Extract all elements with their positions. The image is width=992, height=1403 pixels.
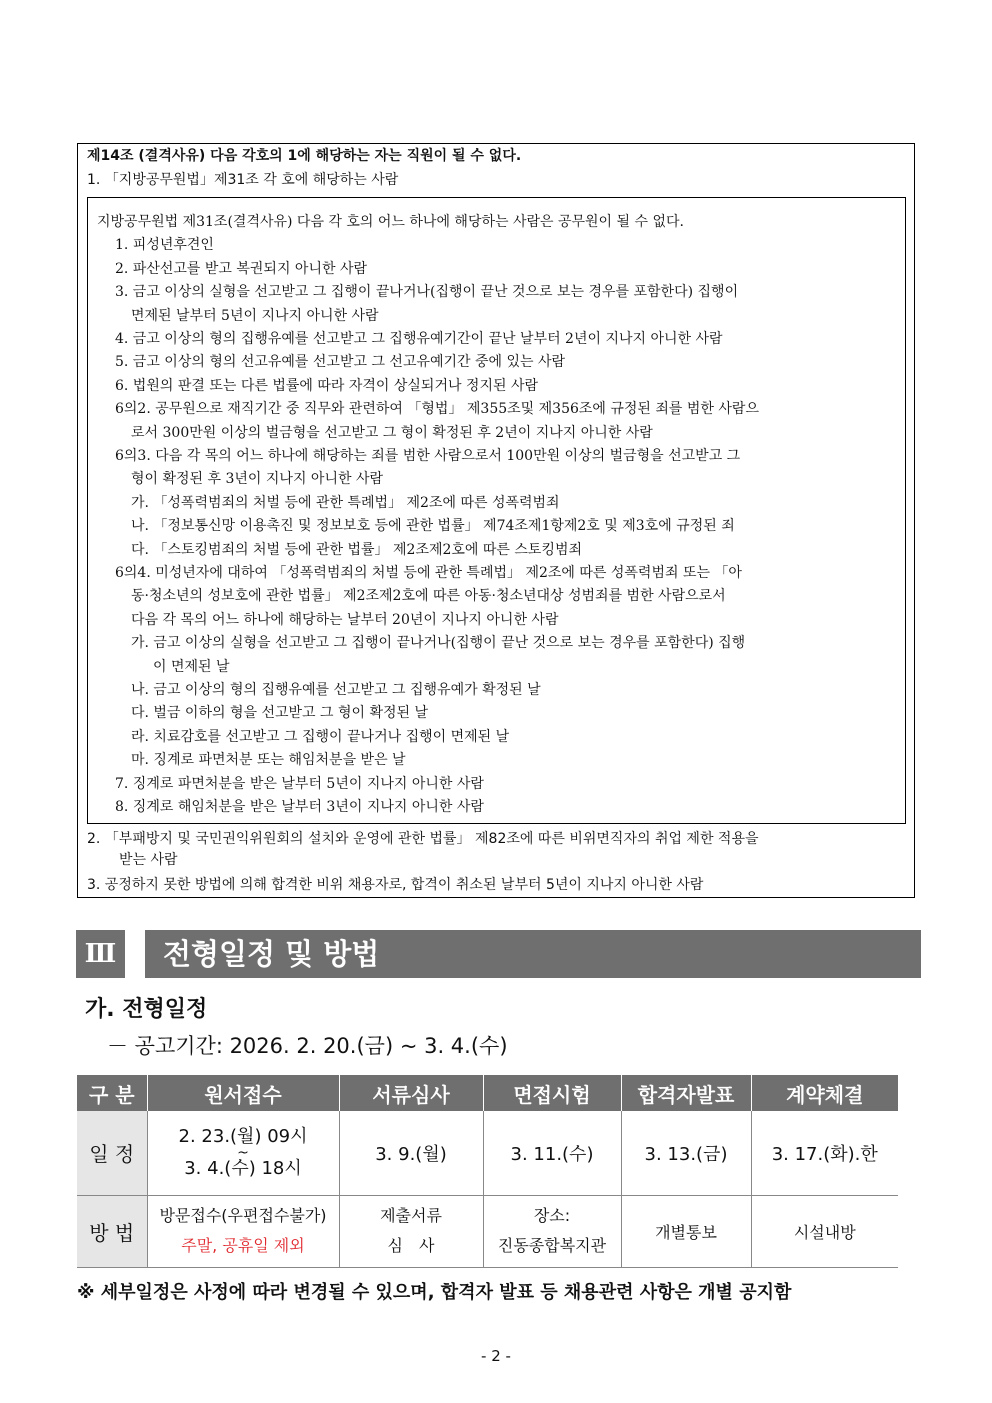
law-line: 1. 피성년후견인 xyxy=(115,237,214,254)
row-label-method: 방 법 xyxy=(77,1195,147,1267)
cell-interview-schedule: 3. 11.(수) xyxy=(483,1111,621,1195)
article-item-2: 2. 「부패방지 및 국민권익위원회의 설치와 운영에 관한 법률」 제82조에 따른 비위면직자의 취업 제한 적용을 xyxy=(87,831,759,847)
header-interview: 면접시험 xyxy=(483,1075,621,1111)
law-line: 6의2. 공무원으로 재직기간 중 직무와 관련하여 「형법」 제355조및 제356조에 규정된 죄를 범한 사람으 xyxy=(115,401,759,418)
cell-document-schedule: 3. 9.(월) xyxy=(339,1111,483,1195)
article-item-2-cont: 받는 사람 xyxy=(119,852,178,868)
cell-document-method xyxy=(339,1195,483,1267)
law-line: 다. 벌금 이하의 형을 선고받고 그 형이 확정된 날 xyxy=(131,705,429,722)
doc-method-1: 제출서류 xyxy=(380,1206,442,1225)
law-line: 가. 「성폭력범죄의 처벌 등에 관한 특례법」 제2조에 따른 성폭력범죄 xyxy=(131,494,560,511)
interview-location: 진동종합복지관 xyxy=(497,1236,607,1255)
law-line: 6의4. 미성년자에 대하여 「성폭력범죄의 처벌 등에 관한 특례법」 제2조에 따른 성폭력범죄 또는 「아 xyxy=(115,565,742,581)
law-line: 3. 금고 이상의 실형을 선고받고 그 집행이 끝나거나(집행이 끝난 것으로 보는 경우를 포함한다) 집행이 xyxy=(115,284,739,301)
law-line: 이 면제된 날 xyxy=(153,658,230,675)
page-number: - 2 - xyxy=(481,1347,511,1365)
law-line: 로서 300만원 이상의 벌금형을 선고받고 그 형이 확정된 후 2년이 지나지 아니한 사람 xyxy=(131,424,653,441)
article-title: 제14조 (결격사유) 다음 각호의 1에 해당하는 자는 직원이 될 수 없다. xyxy=(87,148,522,164)
header-application: 원서접수 xyxy=(147,1075,339,1111)
law-line: 가. 금고 이상의 실형을 선고받고 그 집행이 끝나거나(집행이 끝난 것으로 보는 경우를 포함한다) 집행 xyxy=(131,635,746,652)
apply-exception: 주말, 공휴일 제외 xyxy=(181,1236,305,1255)
law-line: 8. 징계로 해임처분을 받은 날부터 3년이 지나지 아니한 사람 xyxy=(115,799,484,815)
header-category: 구 분 xyxy=(77,1075,147,1111)
header-document-review: 서류심사 xyxy=(339,1075,483,1111)
schedule-table xyxy=(77,1075,898,1268)
cell-contract-method: 시설내방 xyxy=(751,1195,898,1267)
law-line: 나. 금고 이상의 형의 집행유예를 선고받고 그 집행유예가 확정된 날 xyxy=(131,682,541,698)
article-item-3: 3. 공정하지 못한 방법에 의해 합격한 비위 채용자로, 합격이 취소된 날부터 5년이 지나지 아니한 사람 xyxy=(87,877,704,893)
apply-start: 2. 23.(월) 09시 xyxy=(178,1125,308,1147)
interview-location-label: 장소: xyxy=(533,1206,571,1225)
table-row xyxy=(77,1111,898,1195)
section-header xyxy=(145,930,921,978)
law-line: 동·청소년의 성보호에 관한 법률」 제2조제2호에 따른 아동·청소년대상 성범죄를 범한 사람으로서 xyxy=(131,588,726,605)
cell-application-method xyxy=(147,1195,339,1267)
section-number: Ⅲ xyxy=(76,930,125,978)
law-line: 다음 각 목의 어느 하나에 해당하는 날부터 20년이 지나지 아니한 사람 xyxy=(131,611,559,628)
law-line: 5. 금고 이상의 형의 선고유예를 선고받고 그 선고유예기간 중에 있는 사람 xyxy=(115,354,566,371)
subsection-title: 가. 전형일정 xyxy=(85,997,208,1022)
law-line: 6의3. 다음 각 목의 어느 하나에 해당하는 죄를 범한 사람으로서 100만원 이상의 벌금형을 선고받고 그 xyxy=(115,448,741,464)
law-line: 형이 확정된 후 3년이 지나지 아니한 사람 xyxy=(131,471,383,488)
doc-method-2: 심 사 xyxy=(387,1236,435,1255)
law-line: 2. 파산선고를 받고 복권되지 아니한 사람 xyxy=(115,260,367,277)
header-result: 합격자발표 xyxy=(621,1075,751,1111)
table-header-row xyxy=(77,1075,898,1111)
law-line: 6. 법원의 판결 또는 다른 법률에 따라 자격이 상실되거나 정지된 사람 xyxy=(115,377,539,394)
law-line: 면제된 날부터 5년이 지나지 아니한 사람 xyxy=(131,307,379,324)
apply-end: 3. 4.(수) 18시 xyxy=(184,1157,302,1179)
article-item-1: 1. 「지방공무원법」제31조 각 호에 해당하는 사람 xyxy=(87,172,399,188)
law-line: 지방공무원법 제31조(결격사유) 다음 각 호의 어느 하나에 해당하는 사람은 공무원이 될 수 없다. xyxy=(97,214,684,230)
apply-method: 방문접수(우편접수불가) xyxy=(159,1206,327,1225)
cell-result-schedule: 3. 13.(금) xyxy=(621,1111,751,1195)
section-title: 전형일정 및 방법 xyxy=(163,937,380,971)
law-line: 마. 징계로 파면처분 또는 해임처분을 받은 날 xyxy=(131,752,406,769)
header-contract: 계약체결 xyxy=(751,1075,898,1111)
cell-application-schedule xyxy=(147,1111,339,1195)
law-line: 나. 「정보통신망 이용촉진 및 정보보호 등에 관한 법률」 제74조제1항제2호 및 제3호에 규정된 죄 xyxy=(131,518,735,535)
apply-tilde: ~ xyxy=(237,1144,249,1161)
law-line: 라. 치료감호를 선고받고 그 집행이 끝나거나 집행이 면제된 날 xyxy=(131,728,510,745)
cell-interview-method xyxy=(483,1195,621,1267)
row-label-schedule: 일 정 xyxy=(77,1111,147,1195)
cell-contract-schedule: 3. 17.(화).한 xyxy=(751,1111,898,1195)
notice-period: － 공고기간: 2026. 2. 20.(금) ~ 3. 4.(수) xyxy=(107,1034,508,1058)
cell-result-method: 개별통보 xyxy=(621,1195,751,1267)
table-row xyxy=(77,1195,898,1267)
law-line: 다. 「스토킹범죄의 처벌 등에 관한 법률」 제2조제2호에 따른 스토킹범죄 xyxy=(131,541,583,558)
schedule-note: ※ 세부일정은 사정에 따라 변경될 수 있으며, 합격자 발표 등 채용관련 사항은 개별 공지함 xyxy=(77,1282,792,1303)
law-line: 7. 징계로 파면처분을 받은 날부터 5년이 지나지 아니한 사람 xyxy=(115,775,484,792)
law-line: 4. 금고 이상의 형의 집행유예를 선고받고 그 집행유예기간이 끝난 날부터 2년이 지나지 아니한 사람 xyxy=(115,331,723,347)
